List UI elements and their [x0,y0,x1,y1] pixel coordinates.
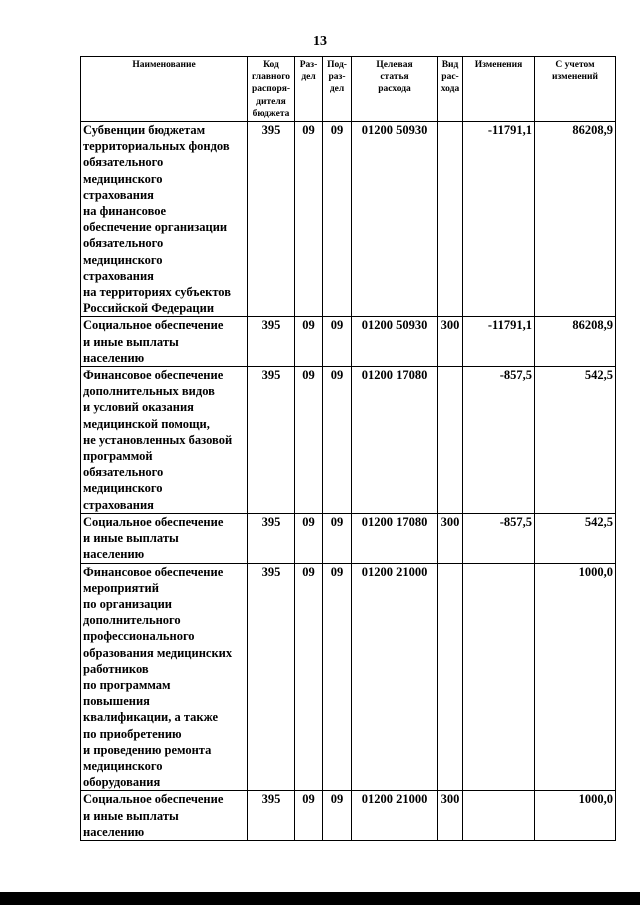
header-name [81,57,248,122]
table-header-row [81,57,616,122]
header-line: хода [440,84,460,95]
subsection-cell: 09 [323,122,352,317]
name-cell [81,317,248,367]
name-line: и иные выплаты [83,531,179,546]
section-cell: 09 [295,317,323,367]
header-line: бюджета [252,108,290,119]
header-line: статья [380,72,409,83]
name-line: Российской Федерации [83,301,215,316]
name-line: на территориях субъектов [83,285,231,300]
type-cell [438,367,463,514]
name-line: населению [83,350,145,365]
article-cell: 01200 17080 [352,367,438,514]
name-line: Финансовое обеспечение [83,368,224,383]
section-cell: 09 [295,122,323,317]
code-cell: 395 [248,317,295,367]
header-line: Вид [441,60,459,70]
budget-table [80,56,616,841]
table-row [81,367,616,514]
header-line: раз- [328,72,346,83]
table-body [81,122,616,841]
header-line: Изменения [474,60,523,70]
name-line: Финансовое обеспечение [83,564,224,579]
header-article [352,57,438,122]
header-line: Раз- [299,60,318,70]
name-line: территориальных фондов [83,139,230,154]
header-code [248,57,295,122]
name-line: по организации [83,596,172,611]
total-cell: 86208,9 [535,317,616,367]
name-line: дополнительных видов [83,384,215,399]
name-line: обязательного [83,236,164,251]
code-cell: 395 [248,513,295,563]
bottom-scan-border [0,892,640,905]
code-cell: 395 [248,122,295,317]
header-type [438,57,463,122]
name-line: медицинского [83,171,163,186]
total-cell: 1000,0 [535,791,616,841]
name-line: по приобретению [83,726,182,741]
change-cell [463,791,535,841]
name-cell [81,367,248,514]
name-line: квалификации, а также [83,710,219,725]
article-cell: 01200 21000 [352,563,438,791]
name-line: по программам [83,677,171,692]
header-line: Код [263,60,279,70]
name-line: обеспечение организации [83,220,228,235]
type-cell [438,122,463,317]
name-line: работников [83,661,149,676]
subsection-cell: 09 [323,563,352,791]
name-line: населению [83,824,145,839]
name-line: страхования [83,268,154,283]
total-cell: 86208,9 [535,122,616,317]
name-line: страхования [83,187,154,202]
name-cell [81,791,248,841]
name-line: страхования [83,497,154,512]
table-row [81,563,616,791]
name-line: Субвенции бюджетам [83,123,206,138]
name-cell [81,563,248,791]
name-line: и иные выплаты [83,808,179,823]
name-cell [81,513,248,563]
name-line: образования медицинских [83,645,233,660]
header-line: главного [251,72,291,83]
name-cell [81,122,248,317]
total-cell: 542,5 [535,367,616,514]
name-line: Социальное обеспечение [83,514,224,529]
name-line: и иные выплаты [83,334,179,349]
header-line: С учетом [555,60,595,70]
type-cell: 300 [438,317,463,367]
section-cell: 09 [295,563,323,791]
name-line: на финансовое [83,204,167,219]
code-cell: 395 [248,563,295,791]
change-cell: -11791,1 [463,317,535,367]
article-cell: 01200 21000 [352,791,438,841]
type-cell [438,563,463,791]
header-subsection [323,57,352,122]
type-cell: 300 [438,791,463,841]
type-cell: 300 [438,513,463,563]
header-line: рас- [441,72,459,83]
table-row [81,317,616,367]
article-cell: 01200 50930 [352,317,438,367]
header-line: Наименование [132,60,196,70]
name-line: мероприятий [83,580,159,595]
table-row [81,122,616,317]
name-line: оборудования [83,775,161,790]
name-line: не установленных базовой [83,432,233,447]
name-line: и проведению ремонта [83,742,212,757]
name-line: и условий оказания [83,400,194,415]
code-cell: 395 [248,367,295,514]
section-cell: 09 [295,791,323,841]
header-line: дителя [256,96,286,107]
header-line: дел [301,72,316,83]
name-line: Социальное обеспечение [83,792,224,807]
change-cell: -11791,1 [463,122,535,317]
subsection-cell: 09 [323,317,352,367]
header-total [535,57,616,122]
header-line: распоря- [251,84,291,95]
table-row [81,513,616,563]
total-cell: 1000,0 [535,563,616,791]
header-line: дел [329,84,345,95]
name-line: дополнительного [83,613,181,628]
name-line: медицинской помощи, [83,416,210,431]
code-cell: 395 [248,791,295,841]
name-line: программой [83,449,153,464]
page-number: 13 [313,34,327,49]
name-line: профессионального [83,629,195,644]
header-line: Под- [327,60,347,70]
name-line: медицинского [83,252,163,267]
header-line: изменений [552,72,598,83]
header-line: расхода [378,84,411,95]
name-line: медицинского [83,481,163,496]
name-line: обязательного [83,155,164,170]
total-cell: 542,5 [535,513,616,563]
change-cell [463,563,535,791]
subsection-cell: 09 [323,791,352,841]
name-line: медицинского [83,758,163,773]
header-change [463,57,535,122]
change-cell: -857,5 [463,367,535,514]
name-line: населению [83,547,145,562]
section-cell: 09 [295,367,323,514]
subsection-cell: 09 [323,513,352,563]
name-line: повышения [83,694,150,709]
table-row [81,791,616,841]
name-line: обязательного [83,465,164,480]
change-cell: -857,5 [463,513,535,563]
article-cell: 01200 50930 [352,122,438,317]
header-section [295,57,323,122]
header-line: Целевая [376,60,413,70]
subsection-cell: 09 [323,367,352,514]
section-cell: 09 [295,513,323,563]
article-cell: 01200 17080 [352,513,438,563]
name-line: Социальное обеспечение [83,318,224,333]
